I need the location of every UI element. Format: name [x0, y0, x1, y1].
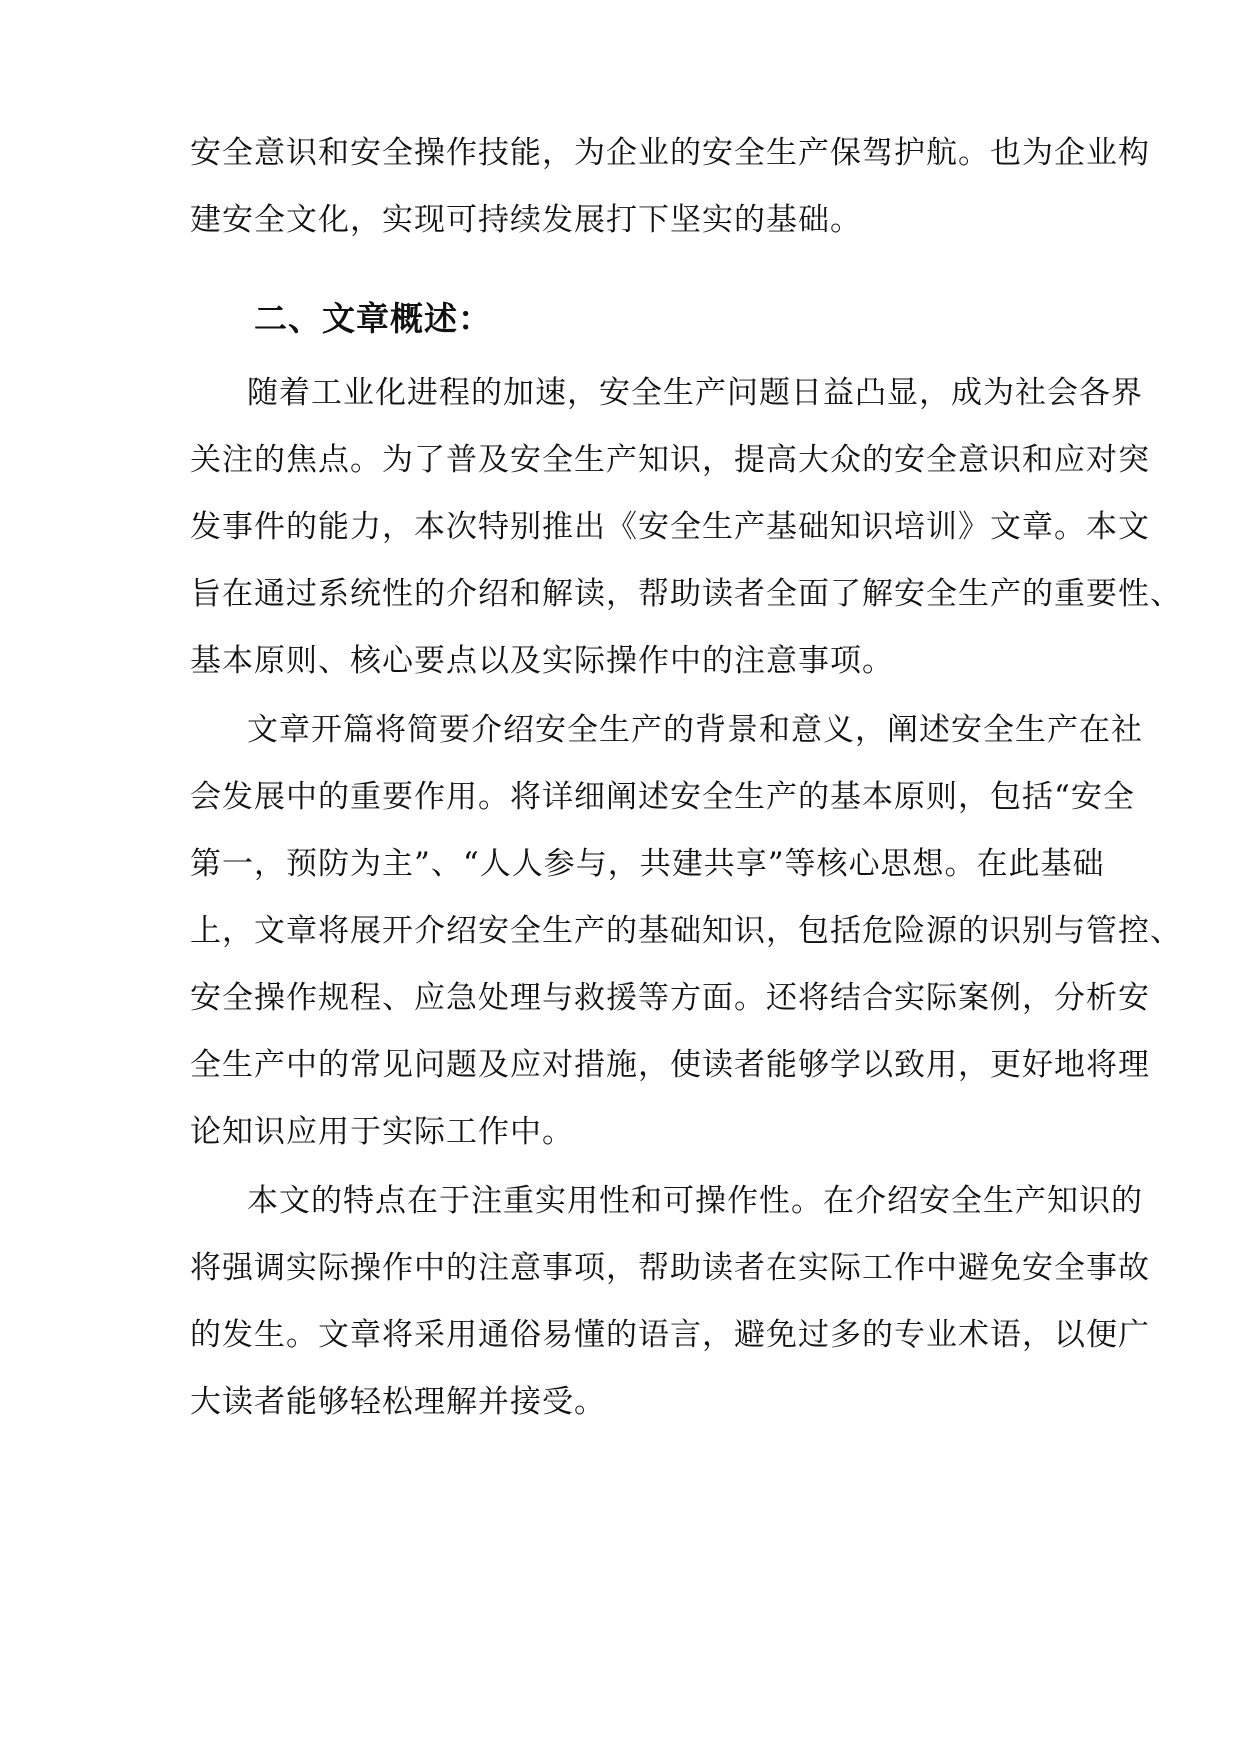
paragraph-line: 第一，预防为主”、“人人参与，共建共享”等核心思想。在此基础: [190, 846, 1105, 882]
intro-line: 安全意识和安全操作技能，为企业的安全生产保驾护航。也为企业构: [190, 135, 1150, 171]
paragraph-line: 随着工业化进程的加速，安全生产问题日益凸显，成为社会各界: [247, 375, 1143, 411]
paragraph-line: 本文的特点在于注重实用性和可操作性。在介绍安全生产知识的: [247, 1183, 1143, 1219]
paragraph-line: 关注的焦点。为了普及安全生产知识，提高大众的安全意识和应对突: [190, 442, 1150, 478]
paragraph-line: 旨在通过系统性的介绍和解读，帮助读者全面了解安全生产的重要性、: [190, 576, 1182, 612]
paragraph-line: 全生产中的常见问题及应对措施，使读者能够学以致用，更好地将理: [190, 1047, 1150, 1083]
paragraph-line: 文章开篇将简要介绍安全生产的背景和意义，阐述安全生产在社: [247, 712, 1143, 748]
paragraph-line: 发事件的能力，本次特别推出《安全生产基础知识培训》文章。本文: [190, 509, 1150, 545]
paragraph-line: 基本原则、核心要点以及实际操作中的注意事项。: [190, 643, 894, 679]
intro-line: 建安全文化，实现可持续发展打下坚实的基础。: [190, 202, 862, 238]
section-heading: 二、文章概述：: [254, 299, 492, 338]
paragraph-line: 会发展中的重要作用。将详细阐述安全生产的基本原则，包括“安全: [190, 779, 1135, 815]
paragraph-line: 将强调实际操作中的注意事项，帮助读者在实际工作中避免安全事故: [190, 1250, 1150, 1286]
paragraph-line: 安全操作规程、应急处理与救援等方面。还将结合实际案例，分析安: [190, 980, 1150, 1016]
paragraph-line: 上，文章将展开介绍安全生产的基础知识，包括危险源的识别与管控、: [190, 913, 1182, 949]
paragraph-line: 的发生。文章将采用通俗易懂的语言，避免过多的专业术语，以便广: [190, 1317, 1150, 1353]
paragraph-line: 论知识应用于实际工作中。: [190, 1114, 574, 1150]
paragraph-line: 大读者能够轻松理解并接受。: [190, 1384, 606, 1420]
